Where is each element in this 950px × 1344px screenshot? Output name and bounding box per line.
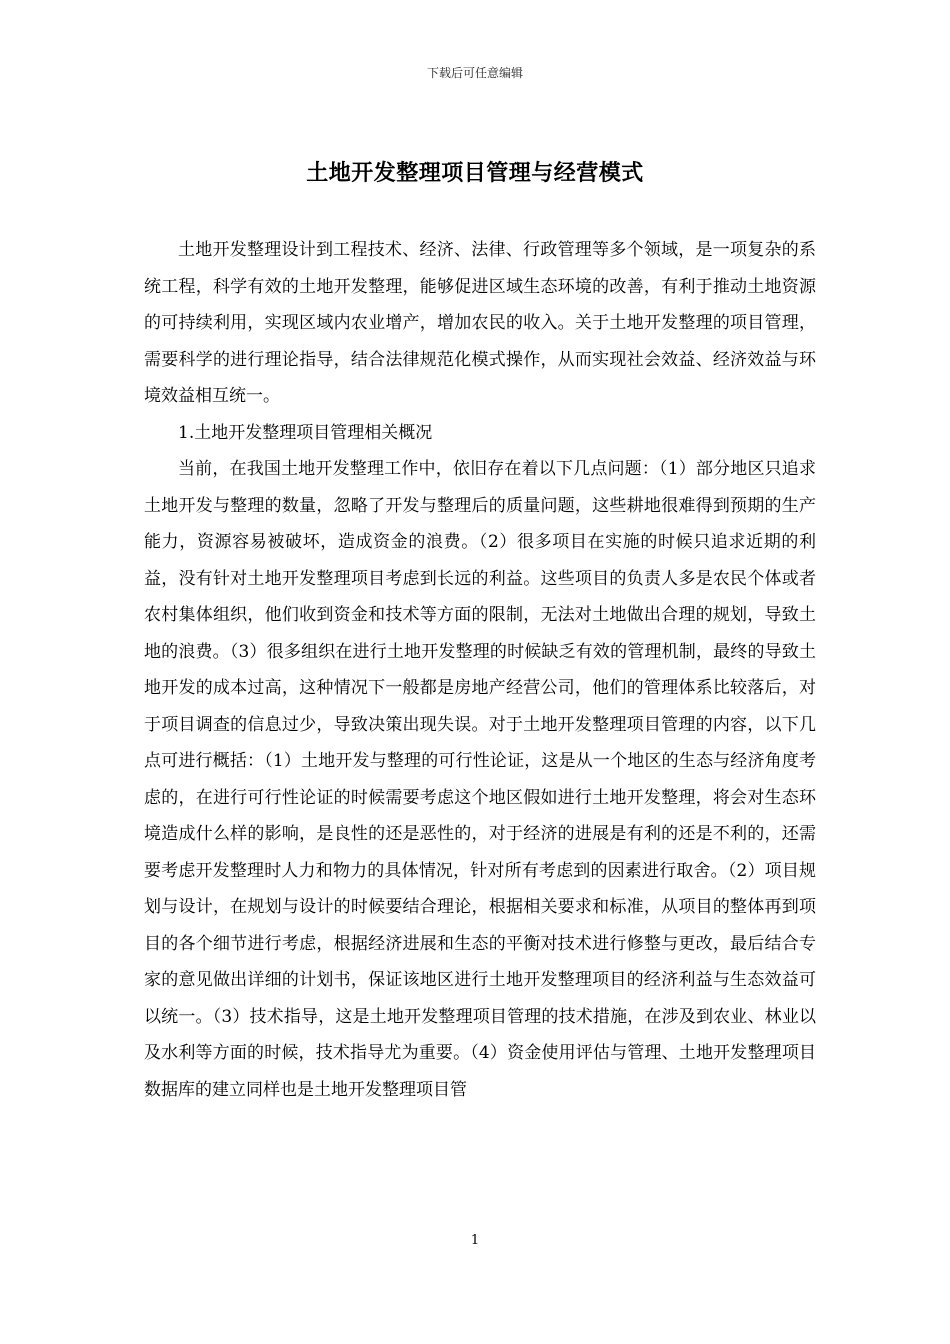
- document-title: 土地开发整理项目管理与经营模式: [306, 160, 644, 186]
- section-heading: 1.土地开发整理项目管理相关概况: [178, 422, 433, 443]
- page-number: 1: [470, 1233, 480, 1248]
- document-body: [144, 232, 816, 1108]
- header-note: 下载后可任意编辑: [426, 66, 523, 80]
- intro-paragraph: 土地开发整理设计到工程技术、经济、法律、行政管理等多个领域，是一项复杂的系统工程，科学有效的土地开发整理，能够促进区域生态环境的改善，有利于推动土地资源的可持续利用，实现区域内农业增产，增加农民的收入。关于土地开发整理的项目管理，需要科学的进行理论指导，结合法律规范化模式操作，从而实现社会效益、经济效益与环境效益相互统一。: [144, 240, 816, 406]
- body-paragraph: 当前，在我国土地开发整理工作中，依旧存在着以下几点问题：（1）部分地区只追求土地开发与整理的数量，忽略了开发与整理后的质量问题，这些耕地很难得到预期的生产能力，资源容易被破坏，造成资金的浪费。（2）很多项目在实施的时候只追求近期的利益，没有针对土地开发整理项目考虑到长远的利益。这些项目的负责人多是农民个体或者农村集体组织，他们收到资金和技术等方面的限制，无法对土地做出合理的规划，导致土地的浪费。（3）很多组织在进行土地开发整理的时候缺乏有效的管理机制，最终的导致土地开发的成本过高，这种情况下一般都是房地产经营公司，他们的管理体系比较落后，对于项目调查的信息过少，导致决策出现失误。对于土地开发整理项目管理的内容，以下几点可进行概括：（1）土地开发与整理的可行性论证，这是从一个地区的生态与经济角度考虑的，在进行可行性论证的时候需要考虑这个地区假如进行土地开发整理，将会对生态环境造成什么样的影响，是良性的还是恶性的，对于经济的进展是有利的还是不利的，还需要考虑开发整理时人力和物力的具体情况，针对所有考虑到的因素进行取舍。（2）项目规划与设计，在规划与设计的时候要结合理论，根据相关要求和标准，从项目的整体再到项目的各个细节进行考虑，根据经济进展和生态的平衡对技术进行修整与更改，最后结合专家的意见做出详细的计划书，保证该地区进行土地开发整理项目的经济利益与生态效益可以统一。（3）技术指导，这是土地开发整理项目管理的技术措施，在涉及到农业、林业以及水利等方面的时候，技术指导尤为重要。（4）资金使用评估与管理、土地开发整理项目数据库的建立同样也是土地开发整理项目管: [144, 459, 816, 1100]
